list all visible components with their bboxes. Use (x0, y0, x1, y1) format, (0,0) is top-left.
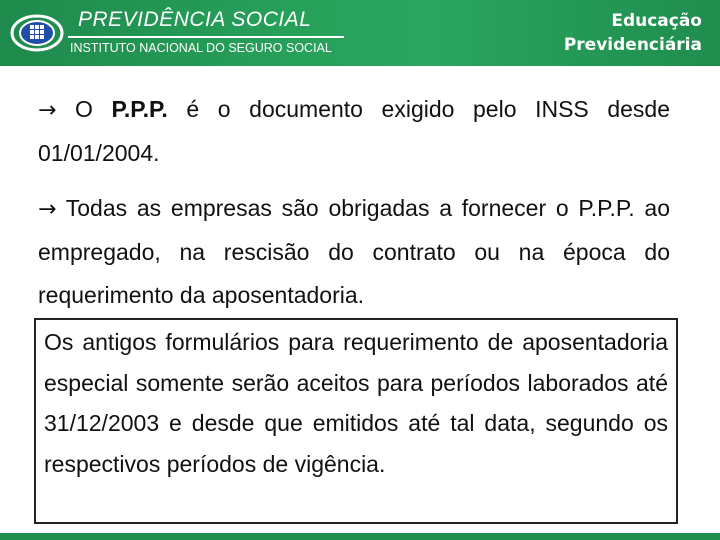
notice-box (34, 318, 678, 524)
section-title (564, 9, 702, 57)
bullet-ppp-document (38, 88, 670, 175)
header-bar (0, 0, 720, 66)
bullet-text-after: é o documento exigido pelo INSS desde 01/01/2004. (38, 96, 671, 166)
brand-divider (68, 36, 344, 38)
previdencia-social-logo-icon (10, 13, 64, 53)
bullet-text: Todas as empresas são obrigadas a fornecer o P.P.P. ao empregado, na rescisão do contrato ou na época do requerimento da aposentadoria. (38, 195, 670, 308)
right-arrow-icon: → (38, 197, 57, 222)
right-arrow-icon: → (38, 98, 57, 123)
bullet-text-before: O (75, 96, 112, 122)
notice-text: Os antigos formulários para requerimento de aposentadoria especial somente serão aceitos para períodos laborados até 31/12/2003 e desde que emitidos até tal data, segundo os respectivos períodos de vigência. (44, 329, 668, 477)
section-title-line-2: Previdenciária (563, 35, 702, 55)
brand-title: PREVIDÊNCIA SOCIAL (78, 8, 312, 31)
bullet-companies-obligation (38, 187, 670, 317)
brand-subtitle: INSTITUTO NACIONAL DO SEGURO SOCIAL (70, 41, 332, 55)
bullet-text-bold: P.P.P. (111, 96, 168, 122)
section-title-line-1: Educação (611, 11, 702, 31)
footer-line (0, 533, 720, 540)
